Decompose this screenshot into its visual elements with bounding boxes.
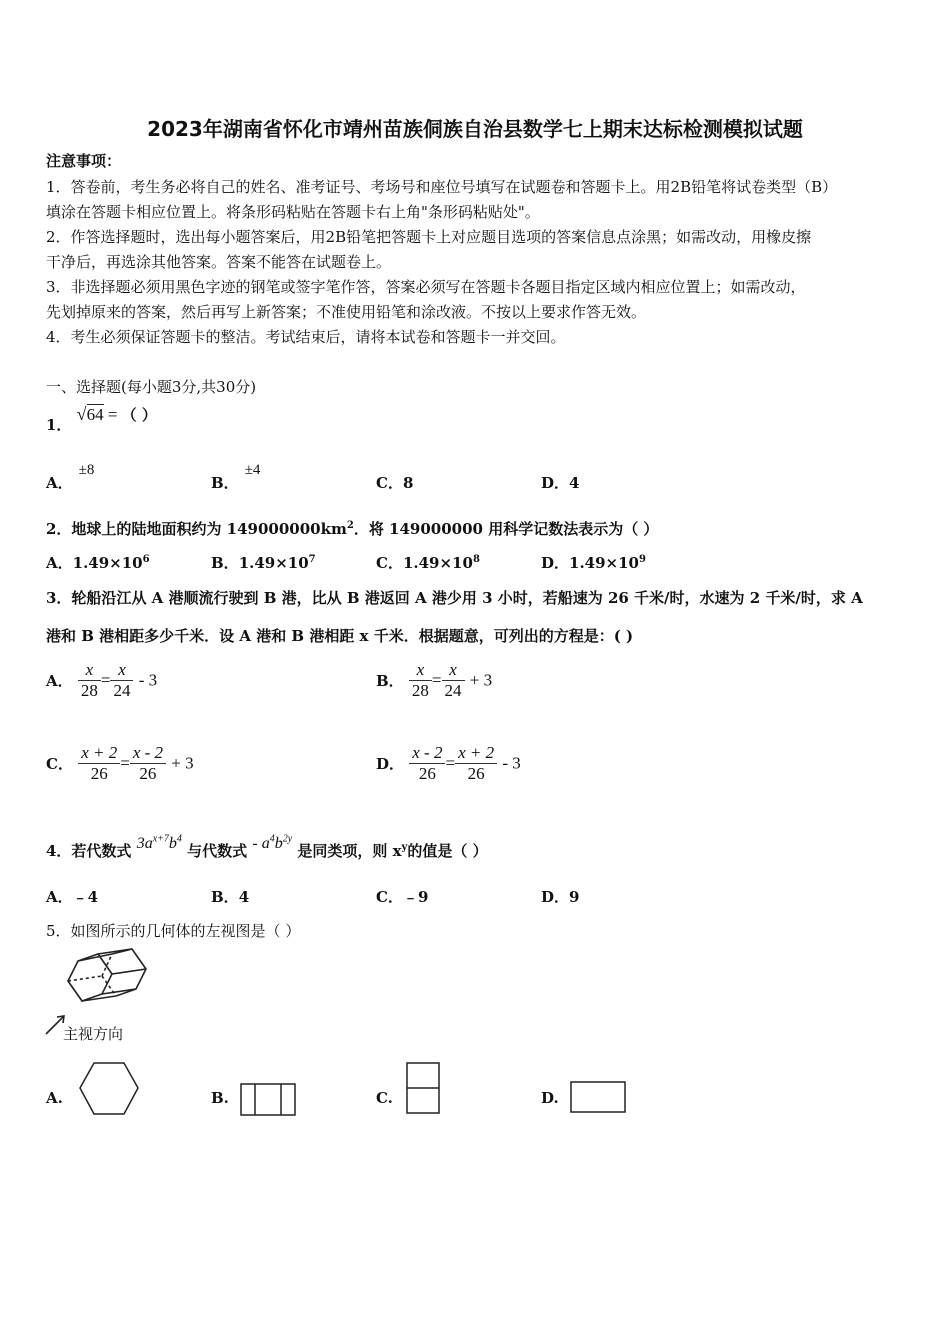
question-number: 1． <box>46 416 72 434</box>
option-a-label: A. <box>46 1089 63 1107</box>
outer-rectangle <box>241 1084 295 1115</box>
option-d <box>541 552 646 573</box>
equals-sign: = <box>445 753 456 773</box>
fraction <box>78 743 120 784</box>
fraction <box>78 660 101 701</box>
notice-line: 干净后，再选涂其他答案。答案不能答在试题卷上。 <box>46 253 392 271</box>
denominator: 26 <box>418 764 436 783</box>
option-d-label: D. <box>541 1089 559 1107</box>
hexagon-shape <box>80 1063 138 1114</box>
denominator: 26 <box>90 764 108 783</box>
option-label: B． <box>211 474 239 492</box>
option-b <box>211 462 261 493</box>
question-3-line-1: 3．轮船沿江从 A 港顺流行驶到 B 港，比从 B 港返回 A 港少用 3 小时，若船速为 26 千米/时，水速为 2 千米/时，求 A <box>46 589 863 607</box>
option-label: D． <box>376 755 405 773</box>
option-a-hexagon-figure <box>74 1060 144 1120</box>
option-value: ±4 <box>244 462 261 478</box>
option-label: B． <box>211 888 239 906</box>
option-value: ﹣9 <box>402 888 429 906</box>
option-label: B． <box>376 672 404 690</box>
notice-heading: 注意事项： <box>46 152 122 170</box>
exponent: x+7 <box>152 833 169 845</box>
expr-part: b <box>168 835 177 852</box>
exponent: 9 <box>639 554 646 565</box>
option-value: 1.49×10 <box>402 554 473 572</box>
notice-line: 3．非选择题必须用黑色字迹的钢笔或签字笔作答，答案必须写在答题卡各题目指定区域内相应位置上；如需改动， <box>46 278 806 296</box>
answer-paren: （ ） <box>121 406 157 424</box>
option-label: B． <box>211 554 239 572</box>
option-d-rectangle-figure <box>569 1080 629 1116</box>
option-c <box>376 472 413 493</box>
rectangle-shape <box>571 1082 625 1112</box>
equals-sign: = <box>100 670 111 690</box>
option-value: ﹣4 <box>72 888 99 906</box>
notice-line: 1．答卷前，考生务必将自己的姓名、准考证号、考场号和座位号填写在试题卷和答题卡上。用2B铅笔将试卷类型（B） <box>46 178 838 196</box>
section-heading: 一、选择题(每小题3分,共30分) <box>46 378 257 396</box>
question-text: 与代数式 <box>187 842 248 860</box>
numerator: x <box>110 660 133 681</box>
numerator: x <box>442 660 465 681</box>
question-text-tail <box>297 842 487 860</box>
denominator: 28 <box>411 681 429 700</box>
question-text: 是同类项，则 x <box>297 842 402 860</box>
fraction <box>130 743 166 784</box>
question-4 <box>46 832 488 860</box>
denominator: 24 <box>113 681 131 700</box>
fraction <box>409 660 432 701</box>
equals-sign: = <box>107 405 118 424</box>
option-c <box>46 743 194 784</box>
prism-edge <box>112 969 146 974</box>
denominator: 24 <box>444 681 462 700</box>
option-value: ±8 <box>78 462 95 478</box>
numerator: x <box>409 660 432 681</box>
option-c <box>376 886 428 907</box>
notice-line: 填涂在答题卡相应位置上。将条形码粘贴在答题卡右上角"条形码粘贴处"。 <box>46 203 540 221</box>
fraction <box>442 660 465 701</box>
equals-sign: = <box>120 753 130 773</box>
expression-2 <box>252 835 292 852</box>
option-value: 9 <box>569 888 580 906</box>
option-c-rectangles-figure <box>405 1061 443 1117</box>
option-b-rectangles-figure <box>239 1082 299 1118</box>
numerator: x - 2 <box>409 743 445 764</box>
question-text: 2．地球上的陆地面积约为 149000000km <box>46 520 347 538</box>
option-label: A． <box>46 672 73 690</box>
exponent: 4 <box>176 833 182 845</box>
option-label: D． <box>541 888 570 906</box>
numerator: x + 2 <box>455 743 497 764</box>
option-b <box>376 660 492 701</box>
option-label: C． <box>46 755 73 773</box>
option-value: 4 <box>238 888 250 906</box>
notice-line: 2．作答选择题时，选出每小题答案后，用2B铅笔把答题卡上对应题目选项的答案信息点涂黑；如需改动，用橡皮擦 <box>46 228 812 246</box>
option-a <box>46 552 150 573</box>
equation-tail: - 3 <box>138 670 158 690</box>
page-title: 2023年湖南省怀化市靖州苗族侗族自治县数学七上期末达标检测模拟试题 <box>147 117 803 141</box>
radicand: 64 <box>86 405 104 424</box>
prism-hidden-edge <box>68 976 102 981</box>
option-label: A． <box>46 554 73 572</box>
sqrt-expression: √64 = <box>76 404 118 424</box>
option-value: 1.49×10 <box>238 554 309 572</box>
option-label: D． <box>541 554 570 572</box>
option-value: 8 <box>402 474 414 492</box>
fraction <box>455 743 497 784</box>
notice-line: 先划掉原来的答案，然后再写上新答案；不准使用铅笔和涂改液。不按以上要求作答无效。 <box>46 303 647 321</box>
equation-tail: + 3 <box>469 670 493 690</box>
figure-caption: 主视方向 <box>63 1025 124 1043</box>
option-label: C． <box>376 474 403 492</box>
option-label: C． <box>376 554 403 572</box>
equals-sign: = <box>431 670 442 690</box>
expr-part: 3a <box>136 835 153 852</box>
numerator: x - 2 <box>130 743 166 764</box>
option-d <box>541 472 579 493</box>
notice-line: 4．考生必须保证答题卡的整洁。考试结束后，请将本试卷和答题卡一并交回。 <box>46 328 566 346</box>
numerator: x <box>78 660 101 681</box>
option-d <box>376 743 521 784</box>
fraction <box>409 743 445 784</box>
question-1 <box>46 404 157 434</box>
option-label: A． <box>46 474 73 492</box>
option-label: D． <box>541 474 570 492</box>
question-text: 的值是（ ） <box>407 842 488 860</box>
option-c-label: C. <box>376 1089 393 1107</box>
expression-1 <box>137 835 182 852</box>
equation-tail: + 3 <box>171 753 194 773</box>
question-3-line-2: 港和 B 港相距多少千米．设 A 港和 B 港相距 x 千米．根据题意，可列出的方程是：( ) <box>46 627 634 645</box>
denominator: 26 <box>139 764 157 783</box>
question-text: ．将 149000000 用科学记数法表示为（ ） <box>353 520 659 538</box>
option-value: 4 <box>569 474 580 492</box>
question-text: 4．若代数式 <box>46 842 132 860</box>
expr-part: - a <box>252 835 270 852</box>
option-label: C． <box>376 888 403 906</box>
option-value: 1.49×10 <box>569 554 639 572</box>
question-5: 5．如图所示的几何体的左视图是（ ） <box>46 922 301 940</box>
question-2 <box>46 518 658 539</box>
equation-tail: - 3 <box>502 753 521 773</box>
fraction <box>110 660 133 701</box>
option-a <box>46 660 157 701</box>
exponent: 2y <box>282 833 293 845</box>
option-a <box>46 462 95 493</box>
denominator: 28 <box>80 681 98 700</box>
exponent: 7 <box>308 554 316 565</box>
option-d <box>541 886 579 907</box>
superscript: 2 <box>346 520 354 531</box>
option-b <box>211 552 316 573</box>
option-b <box>211 886 249 907</box>
option-c <box>376 552 480 573</box>
denominator: 26 <box>467 764 485 783</box>
view-direction-arrow <box>46 1016 64 1034</box>
option-a <box>46 886 98 907</box>
option-label: A． <box>46 888 73 906</box>
option-b-label: B. <box>211 1089 229 1107</box>
numerator: x + 2 <box>78 743 120 764</box>
exponent: 6 <box>142 554 150 565</box>
exponent: 4 <box>269 833 275 845</box>
option-value: 1.49×10 <box>72 554 143 572</box>
exponent: y <box>401 842 408 853</box>
expr-part: b <box>274 835 283 852</box>
exponent: 8 <box>472 554 480 565</box>
